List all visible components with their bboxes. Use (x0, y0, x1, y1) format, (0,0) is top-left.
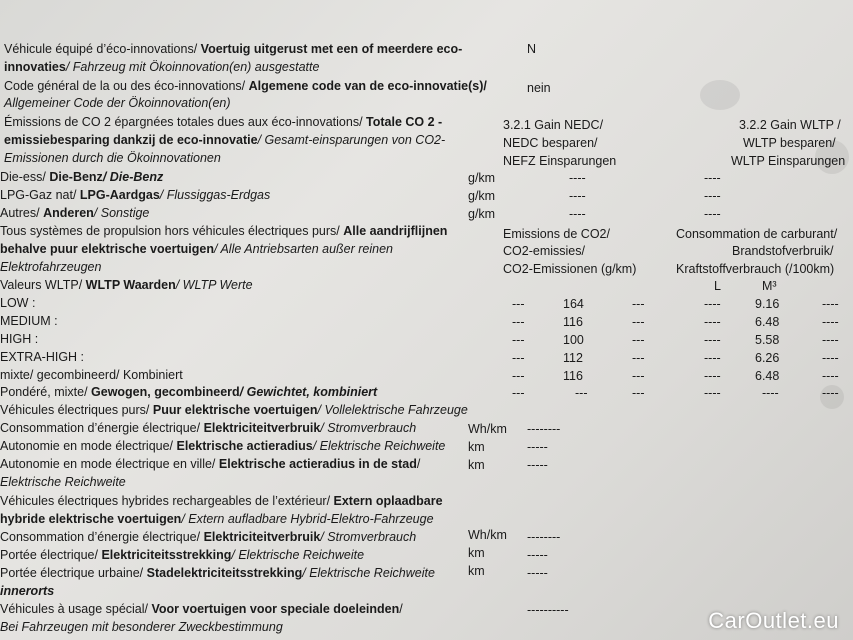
wltp-row-co2: 112 (563, 351, 583, 365)
co2-savings-label: Émissions de CO 2 épargnées totales dues aux éco-innovations/ Totale CO 2 - (4, 115, 443, 129)
fuel-row-nedc: ---- (569, 171, 586, 185)
nedc-header-1: 3.2.1 Gain NEDC/ (503, 118, 604, 132)
phev-consumption-value: -------- (527, 530, 561, 544)
wltp-header-3: WLTP Einsparungen (731, 154, 846, 168)
wltp-row-fuel: 5.58 (755, 333, 780, 347)
propulsion-label-cont: behalve puur elektrische voertuigen/ Alle Antriebsarten außer reinen (0, 242, 393, 256)
weighted-dash: --- (575, 386, 588, 400)
fuel-row-nedc: ---- (569, 207, 586, 221)
ev-consumption-value: -------- (527, 422, 561, 436)
wltp-row-fuel: 6.48 (755, 315, 780, 329)
phev-city-range-unit: km (468, 564, 485, 578)
wltp-row-dash: ---- (704, 351, 721, 365)
fuel-row-label: LPG-Gaz nat/ LPG-Aardgas/ Flussiggas-Erdgas (0, 188, 271, 202)
emissions-header-3: CO2-Emissionen (g/km) (503, 262, 637, 276)
weighted-dash: ---- (704, 386, 721, 400)
wltp-row-co2: 164 (563, 297, 584, 311)
wltp-row-dash: --- (512, 369, 525, 383)
nedc-header-2: NEDC besparen/ (503, 136, 598, 150)
wltp-header-2: WLTP besparen/ (743, 136, 836, 150)
wltp-row-dash: --- (512, 351, 525, 365)
wltp-row-dash: ---- (822, 369, 839, 383)
weighted-dash: ---- (822, 386, 839, 400)
wltp-row-dash: --- (632, 297, 645, 311)
wltp-row-fuel: 9.16 (755, 297, 780, 311)
phev-label: Véhicules électriques hybrides rechargeables de l’extérieur/ Extern oplaadbare (0, 494, 443, 508)
fuel-row-label: Autres/ Anderen/ Sonstige (0, 206, 150, 220)
ev-city-range-label: Autonomie en mode électrique en ville/ Elektrische actieradius in de stad/ (0, 457, 421, 471)
wltp-row-co2: 100 (563, 333, 584, 347)
phev-consumption-unit: Wh/km (468, 528, 507, 542)
wltp-row-co2: 116 (563, 315, 583, 329)
emissions-header-2: CO2-emissies/ (503, 244, 585, 258)
fuel-row-unit: g/km (468, 171, 496, 185)
fuel-row-label: Die-ess/ Die-Benz/ Die-Benz (0, 170, 164, 184)
ev-consumption-unit: Wh/km (468, 422, 507, 436)
wltp-row-dash: --- (632, 315, 645, 329)
nedc-header-3: NEFZ Einsparungen (503, 154, 617, 168)
propulsion-label-de: Elektrofahrzeugen (0, 260, 102, 274)
wltp-row-dash: ---- (704, 369, 721, 383)
ev-consumption-label: Consommation d’énergie électrique/ Elektriciteitverbruik/ Stromverbrauch (0, 421, 417, 435)
wltp-row-dash: ---- (704, 333, 721, 347)
wltp-row-dash: ---- (822, 297, 839, 311)
fuel-row-wltp: ---- (704, 189, 721, 203)
emissions-header-1: Emissions de CO2/ (503, 227, 610, 241)
eco-innovation-equipped-label-cont: innovaties/ Fahrzeug mit Ökoinnovation(en) ausgestatte (4, 60, 320, 74)
phev-city-range-label-cont: innerorts (0, 584, 55, 598)
fuel-row-nedc: ---- (569, 189, 586, 203)
wltp-row-label: mixte/ gecombineerd/ Kombiniert (0, 368, 183, 382)
phev-range-value: ----- (527, 548, 548, 562)
carouteu-watermark: CarOutlet.eu (708, 608, 839, 633)
wltp-row-label: MEDIUM : (0, 314, 58, 328)
eco-innovation-equipped-label: Véhicule équipé d’éco-innovations/ Voertuig uitgerust met een of meerdere eco- (4, 42, 463, 56)
fuel-row-wltp: ---- (704, 171, 721, 185)
propulsion-label: Tous systèmes de propulsion hors véhicules électriques purs/ Alle aandrijflijnen (0, 224, 448, 238)
ev-city-range-label-cont: Elektrische Reichweite (0, 475, 126, 489)
wltp-row-dash: ---- (822, 315, 839, 329)
pure-ev-label: Véhicules électriques purs/ Puur elektrische voertuigen/ Vollelektrische Fahrzeuge (0, 403, 468, 417)
weighted-label: Pondéré, mixte/ Gewogen, gecombineerd/ Gewichtet, kombiniert (0, 385, 378, 399)
weighted-dash: --- (512, 386, 525, 400)
co2-savings-label-de: Emissionen durch die Ökoinnovationen (4, 151, 221, 165)
eco-innovation-equipped-value: N (527, 42, 537, 56)
fuel-row-wltp: ---- (704, 207, 721, 221)
wltp-row-dash: ---- (704, 315, 721, 329)
fuel-row-unit: g/km (468, 207, 496, 221)
weighted-dash: --- (632, 386, 645, 400)
consumption-header-3: Kraftstoffverbrauch (/100km) (676, 262, 835, 276)
wltp-row-dash: ---- (822, 351, 839, 365)
phev-city-range-value: ----- (527, 566, 548, 580)
wltp-row-label: LOW : (0, 296, 36, 310)
ev-range-label: Autonomie en mode électrique/ Elektrische actieradius/ Elektrische Reichweite (0, 439, 446, 453)
wltp-row-dash: --- (632, 369, 645, 383)
eco-innovation-code-label-de: Allgemeiner Code der Ökoinnovation(en) (4, 96, 231, 110)
phev-label-cont: hybride elektrische voertuigen/ Extern aufladbare Hybrid-Elektro-Fahrzeuge (0, 512, 434, 526)
consumption-header-2: Brandstofverbruik/ (732, 244, 834, 258)
wltp-row-dash: --- (632, 351, 645, 365)
wltp-row-dash: --- (632, 333, 645, 347)
fuel-row-unit: g/km (468, 189, 496, 203)
ev-city-range-unit: km (468, 458, 485, 472)
consumption-header-1: Consommation de carburant/ (676, 227, 838, 241)
wltp-header-1: 3.2.2 Gain WLTP / (739, 118, 841, 132)
co2-savings-label-cont: emissiebesparing dankzij de eco-innovatie/ Gesamt-einsparungen von CO2- (4, 133, 446, 147)
wltp-values-label: Valeurs WLTP/ WLTP Waarden/ WLTP Werte (0, 278, 253, 292)
unit-cubic-meters: M³ (762, 279, 777, 293)
wltp-row-co2: 116 (563, 369, 583, 383)
wltp-row-dash: ---- (822, 333, 839, 347)
wltp-row-label: HIGH : (0, 332, 39, 346)
special-purpose-label-de: Bei Fahrzeugen mit besonderer Zweckbestimmung (0, 620, 283, 634)
phev-range-unit: km (468, 546, 485, 560)
phev-city-range-label: Portée électrique urbaine/ Stadelektriciteitsstrekking/ Elektrische Reichweite (0, 566, 435, 580)
phev-consumption-label: Consommation d’énergie électrique/ Elektriciteitverbruik/ Stromverbrauch (0, 530, 417, 544)
ev-range-unit: km (468, 440, 485, 454)
wltp-row-dash: --- (512, 315, 525, 329)
ev-city-range-value: ----- (527, 458, 548, 472)
special-purpose-value: ---------- (527, 603, 569, 617)
eco-innovation-code-label: Code général de la ou des éco-innovations/ Algemene code van de eco-innovatie(s)/ (4, 79, 487, 93)
wltp-row-dash: ---- (704, 297, 721, 311)
special-purpose-label: Véhicules à usage spécial/ Voor voertuigen voor speciale doeleinden/ (0, 602, 403, 616)
wltp-row-fuel: 6.26 (755, 351, 780, 365)
eco-innovation-code-value: nein (527, 81, 551, 95)
unit-liters: L (714, 279, 721, 293)
weighted-dash: ---- (762, 386, 779, 400)
wltp-row-dash: --- (512, 297, 525, 311)
wltp-row-label: EXTRA-HIGH : (0, 350, 85, 364)
phev-range-label: Portée électrique/ Elektriciteitsstrekking/ Elektrische Reichweite (0, 548, 365, 562)
wltp-row-dash: --- (512, 333, 525, 347)
ev-range-value: ----- (527, 440, 548, 454)
wltp-row-fuel: 6.48 (755, 369, 780, 383)
